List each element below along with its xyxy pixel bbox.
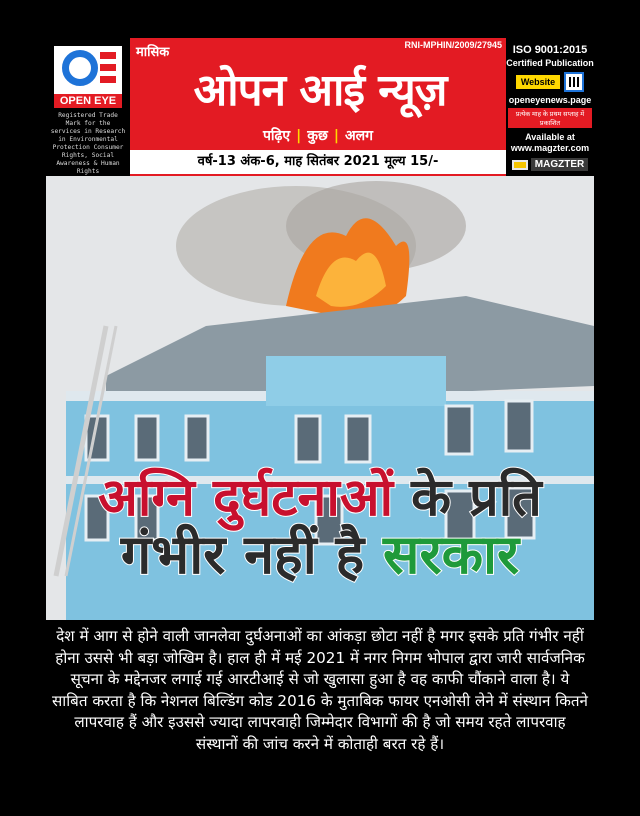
qr-code-icon: [564, 72, 584, 92]
headline-line-1: [46, 468, 594, 528]
masthead: [46, 38, 594, 176]
magazine-cover: [46, 38, 594, 776]
website-url[interactable]: openeyenews.page: [508, 95, 592, 105]
certified-label: Certified Publication: [506, 58, 594, 68]
tagline-word: पढ़िए: [262, 128, 291, 144]
publication-info: [506, 38, 594, 176]
magzter-url[interactable]: www.magzter.com: [510, 143, 590, 153]
magzter-label: MAGZTER: [531, 158, 588, 171]
logo-mark: [54, 46, 122, 96]
available-label: Available at www.magzter.com: [510, 132, 590, 153]
e-bars-icon: [100, 52, 116, 88]
magzter-badge: [506, 158, 594, 171]
headline-red: अग्नि दुर्घटनाओं: [98, 468, 393, 528]
logo-text: OPEN EYE: [54, 94, 122, 108]
headline-dark: गंभीर नहीं है: [120, 523, 365, 586]
headline-dark: के प्रति: [411, 468, 542, 528]
title-block: [130, 38, 506, 176]
rni-number: RNI-MPHIN/2009/27945: [404, 40, 502, 50]
tagline-word: कुछ: [307, 128, 328, 144]
headline-green: सरकार: [383, 523, 520, 586]
open-eye-logo: [46, 38, 130, 176]
issue-line: वर्ष-13 अंक-6, माह सितंबर 2021 मूल्य 15/-: [130, 150, 506, 174]
tagline: पढ़िए | कुछ | अलग: [262, 128, 374, 144]
iso-certification: ISO 9001:2015: [512, 44, 588, 56]
website-label: Website: [516, 75, 560, 89]
publication-schedule: प्रत्येक माह के प्रथम सप्ताह में प्रकाशित: [508, 108, 592, 128]
headline-line-2: [46, 523, 594, 586]
website-row: [506, 72, 594, 92]
cover-story-text: देश में आग से होने वाली जानलेवा दुर्घअनाओं का आंकड़ा छोटा नहीं है मगर इसके प्रति गंभीर नहीं होना उससे भी बड़ा जोखिम है। हाल ही में मई 2021 में नगर निगम भोपाल द्वारा जारी सार्वजनिक सूचना के मद्देनजर लगाई गई आरटीआई से जो खुलासा हुआ है वह काफी चौंकाने वाला है। ये साबित करता है कि नेशनल बिल्डिंग कोड 2016 के मुताबिक फायर एनओसी लेने में संस्थान कितने लापरवाह हैं और इउससे ज्यादा लापरवाही जिम्मेदार विभागों की है जो समय रहते लापरवाह संस्थानों की जांच करने में कोताही बरत रहे हैं।: [46, 620, 594, 776]
tagline-word: अलग: [344, 128, 374, 144]
eye-icon: [62, 50, 98, 86]
magazine-title: ओपन आई न्यूज़: [193, 65, 447, 116]
trademark-note: Registered Trade Mark for the services in Research in Environmental Protection Consumer Rights, Social Awareness & Human Rights: [50, 112, 126, 175]
magzter-icon: [512, 160, 528, 170]
periodicity: मासिक: [136, 45, 170, 60]
headline: [46, 468, 594, 586]
